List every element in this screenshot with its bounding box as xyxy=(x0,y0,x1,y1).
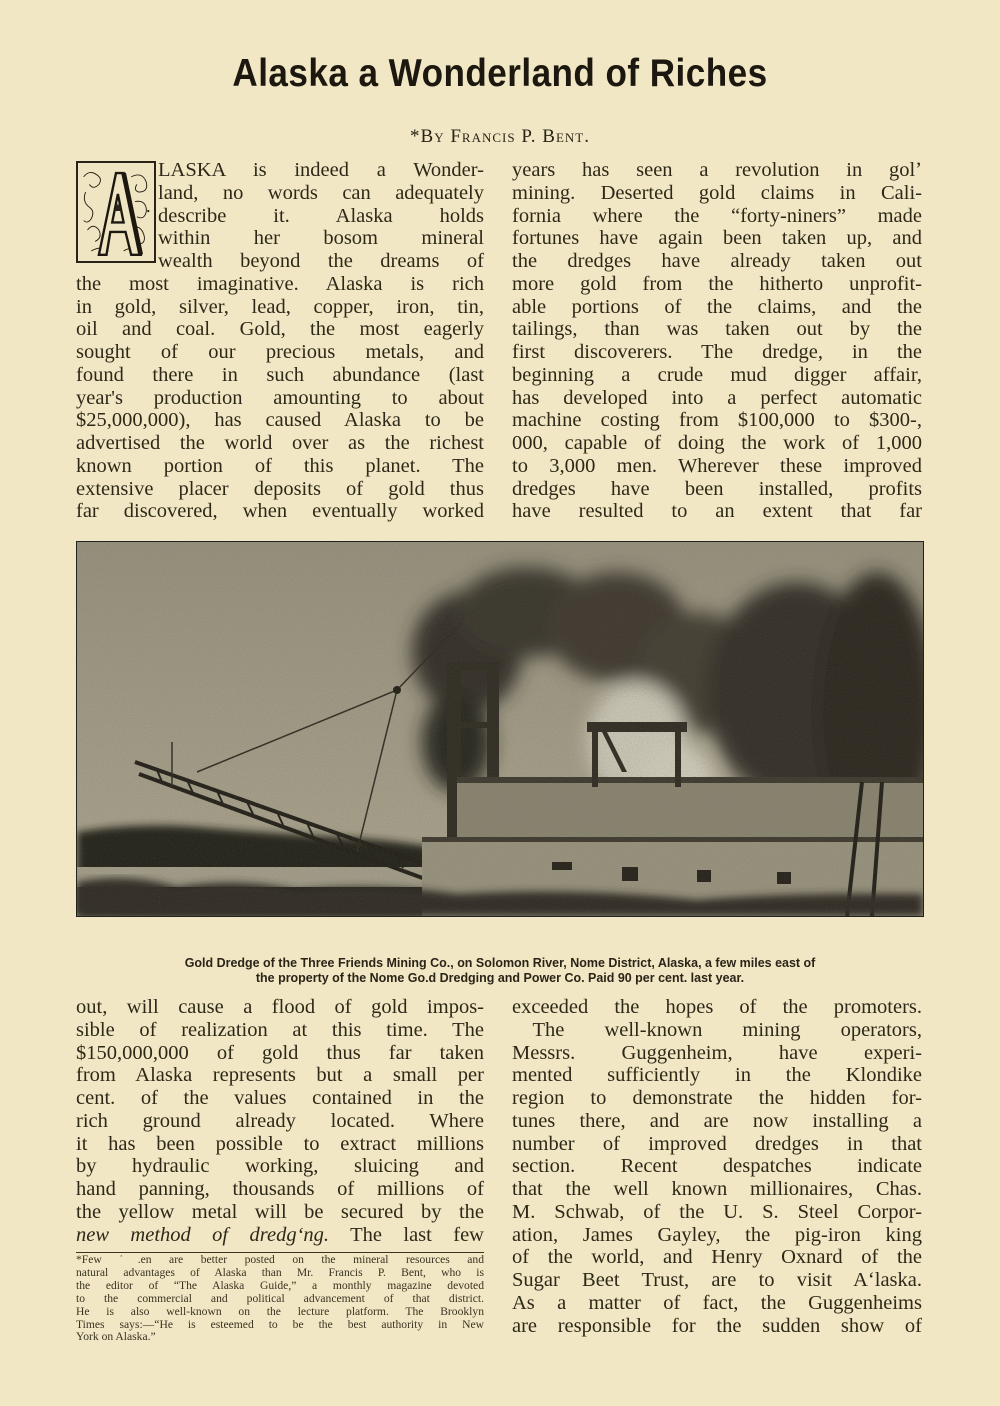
footnote-line: to the commercial and political advancement of that district. xyxy=(76,1291,484,1305)
article-title: Alaska a Wonderland of Riches xyxy=(232,52,768,95)
text-line: of the world, and Henry Oxnard of the xyxy=(512,1246,922,1269)
text-line: extensive placer deposits of gold thus xyxy=(76,477,484,500)
text-line: rich ground already located. Where xyxy=(76,1109,484,1132)
text-line: hand panning, thousands of millions of xyxy=(76,1178,484,1200)
text-line: from Alaska represents but a small per xyxy=(76,1064,484,1087)
text-line: to 3,000 men. Wherever these improved xyxy=(512,454,922,477)
text-line: $25,000,000), has caused Alaska to be xyxy=(76,409,484,432)
text-line: land, no words can adequately xyxy=(158,181,484,204)
footnote-line: the editor of “The Alaska Guide,” a monthly magazine devoted xyxy=(76,1278,484,1292)
text-line: first discoverers. The dredge, in the xyxy=(512,341,922,363)
footnote-line: *Few ˙.en are better posted on the mineral resources and xyxy=(76,1253,484,1266)
text-line: number of improved dredges in that xyxy=(512,1132,922,1155)
text-line: has developed into a perfect automatic xyxy=(512,386,922,409)
text-line: fortunes have again been taken up, and xyxy=(512,227,922,250)
article-column-3 xyxy=(76,996,484,1246)
text-line: out, will cause a flood of gold impos- xyxy=(76,996,484,1018)
text-line: oil and coal. Gold, the most eagerly xyxy=(76,318,484,341)
dredge-photo-illustration xyxy=(77,542,923,916)
caption-line-1: Gold Dredge of the Three Friends Mining Co., on Solomon River, Nome District, Alaska, a few miles east of xyxy=(184,955,816,970)
text-line: years has seen a revolution in golʼ xyxy=(512,159,922,181)
text-line: in gold, silver, lead, copper, iron, tin, xyxy=(76,295,484,318)
text-line: known portion of this planet. The xyxy=(76,454,484,477)
text-line: the yellow metal will be secured by the xyxy=(76,1200,484,1223)
text-fragment: The last few xyxy=(350,1223,484,1246)
text-line: Sugar Beet Trust, are to visit Aʻlaska. xyxy=(512,1269,922,1291)
footnote-line: natural advantages of Alaska than Mr. Francis P. Bent, who is xyxy=(76,1265,484,1279)
text-line: that the well known millionaires, Chas. xyxy=(512,1178,922,1200)
caption-line-2: the property of the Nome Go.d Dredging and Power Co. Paid 90 per cent. last year. xyxy=(255,970,745,985)
footnote xyxy=(76,1254,484,1344)
text-line: far discovered, when eventually worked xyxy=(76,500,484,523)
text-line: tunes there, and are now installing a xyxy=(512,1109,922,1132)
text-line: LASKA is indeed a Wonder- xyxy=(158,159,484,181)
text-line: sought of our precious metals, and xyxy=(76,341,484,363)
text-line: fornia where the “forty-niners” made xyxy=(512,204,922,227)
text-line: beginning a crude mud digger affair, xyxy=(512,363,922,386)
text-line: M. Schwab, of the U. S. Steel Corpor- xyxy=(512,1200,922,1223)
text-line: section. Recent despatches indicate xyxy=(512,1155,922,1178)
text-line: 000, capable of doing the work of 1,000 xyxy=(512,432,922,454)
text-line: Messrs. Guggenheim, have experi- xyxy=(512,1041,922,1064)
text-line: The well-known mining operators, xyxy=(512,1018,922,1041)
photo-caption xyxy=(93,955,907,985)
footnote-line: He is also well-known on the lecture platform. The Brooklyn xyxy=(76,1304,484,1318)
italic-phrase: new method of dredgʻng. xyxy=(76,1223,330,1246)
text-line: able portions of the claims, and the xyxy=(512,295,922,318)
text-line: advertised the world over as the richest xyxy=(76,432,484,454)
text-line: region to demonstrate the hidden for- xyxy=(512,1087,922,1109)
text-line: mented sufficiently in the Klondike xyxy=(512,1064,922,1087)
text-line: ation, James Gayley, the pig-iron king xyxy=(512,1223,922,1246)
text-line: year's production amounting to about xyxy=(76,386,484,409)
article-column-4 xyxy=(512,996,922,1337)
text-line: $150,000,000 of gold thus far taken xyxy=(76,1041,484,1064)
article-byline: *By Francis P. Bent. xyxy=(410,126,590,147)
dredge-photograph xyxy=(76,541,924,917)
text-line: the dredges have already taken out xyxy=(512,250,922,272)
text-line: found there in such abundance (last xyxy=(76,363,484,386)
text-line: dredges have been installed, profits xyxy=(512,477,922,500)
footnote-line: Times says:—“He is esteemed to be the best authority in New xyxy=(76,1317,484,1331)
text-line: are responsible for the sudden show of xyxy=(512,1314,922,1337)
text-line: have resulted to an extent that far xyxy=(512,500,922,523)
article-column-1 xyxy=(76,159,484,523)
text-line: cent. of the values contained in the xyxy=(76,1087,484,1109)
footnote-line: York on Alaska.” xyxy=(76,1330,156,1344)
text-line: by hydraulic working, sluicing and xyxy=(76,1155,484,1178)
text-line: tailings, than was taken out by the xyxy=(512,318,922,341)
text-line xyxy=(76,1224,484,1247)
text-line: machine costing from $100,000 to $300-, xyxy=(512,409,922,432)
text-line: exceeded the hopes of the promoters. xyxy=(512,996,922,1018)
text-line: As a matter of fact, the Guggenheims xyxy=(512,1291,922,1314)
text-line: wealth beyond the dreams of xyxy=(158,250,484,272)
text-line: describe it. Alaska holds xyxy=(158,204,484,227)
article-column-2 xyxy=(512,159,922,523)
text-line: it has been possible to extract millions xyxy=(76,1132,484,1155)
text-line: within her bosom mineral xyxy=(158,227,484,250)
text-line: the most imaginative. Alaska is rich xyxy=(76,272,484,295)
text-line: more gold from the hitherto unprofit- xyxy=(512,272,922,295)
text-line: sible of realization at this time. The xyxy=(76,1018,484,1041)
text-line: mining. Deserted gold claims in Cali- xyxy=(512,181,922,204)
